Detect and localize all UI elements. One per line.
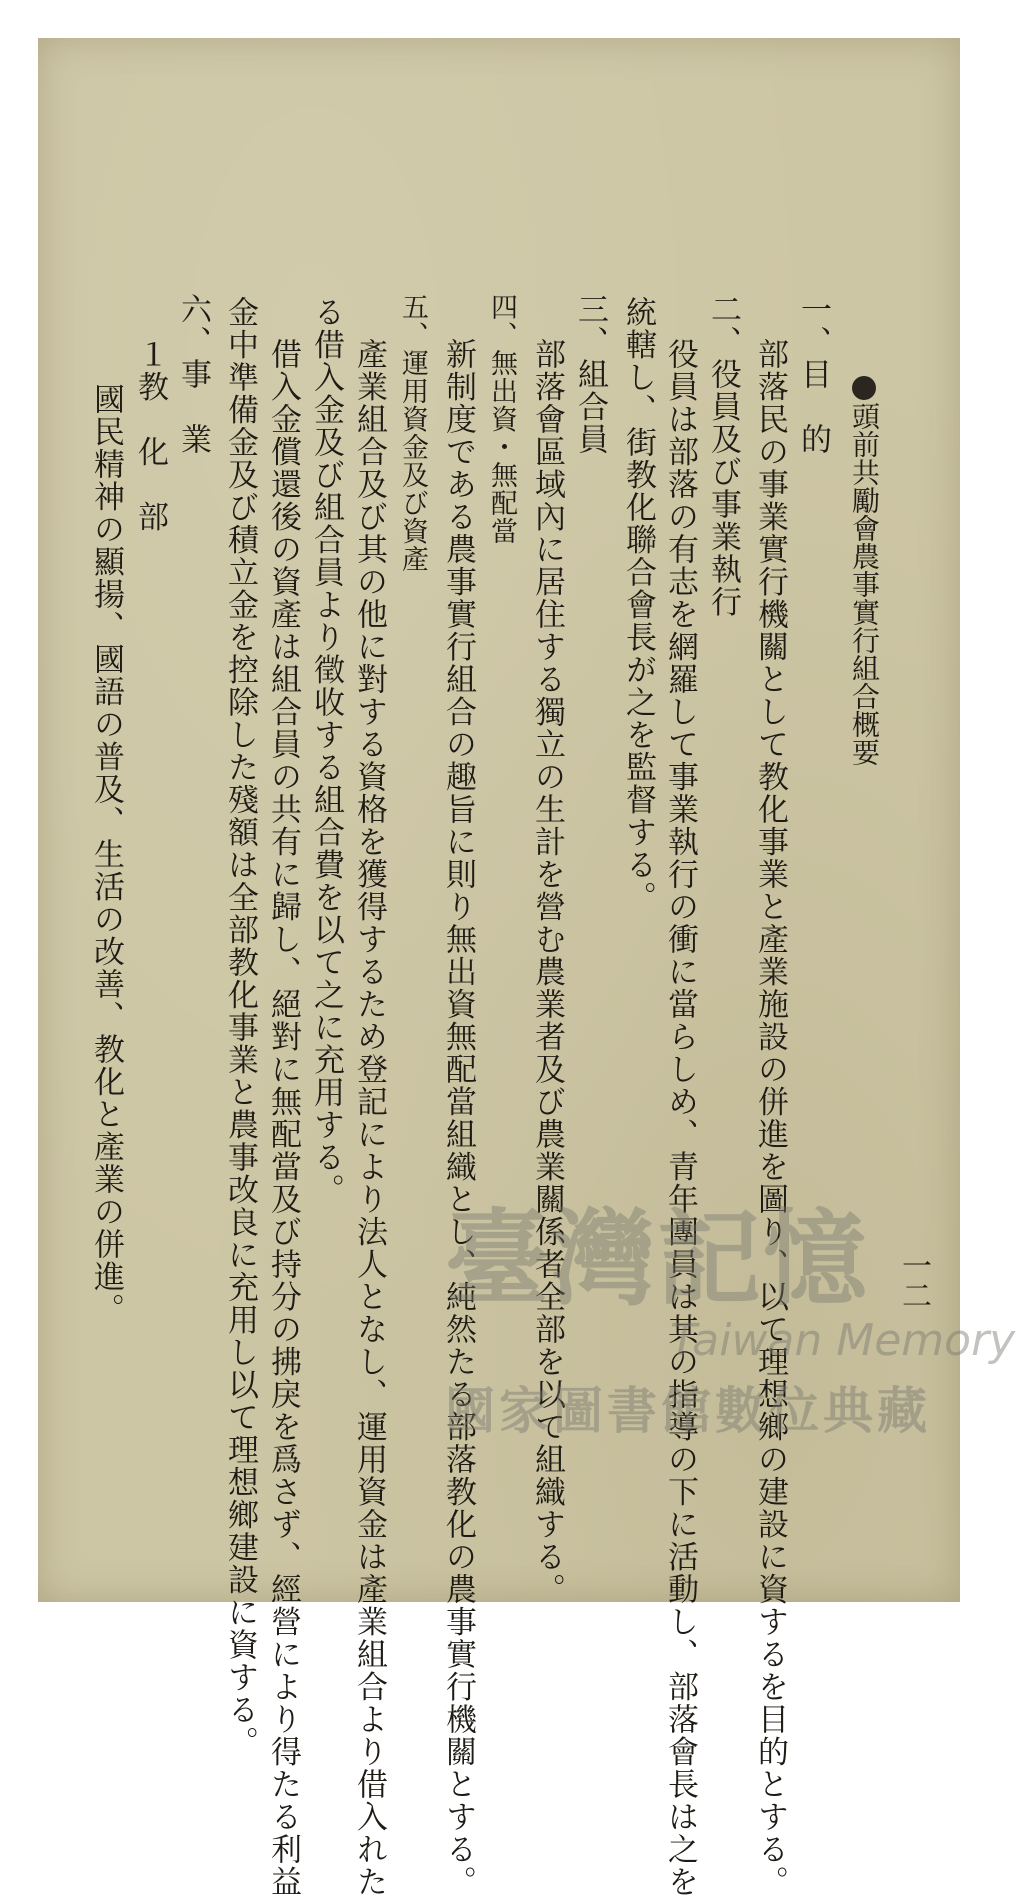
paragraph-line: 借入金償還後の資產は組合員の共有に歸し、絕對に無配當及び持分の拂戾を爲さず、經營により得たる利益 [265, 338, 301, 1898]
section-heading: 一、目 的 [795, 293, 831, 456]
vertical-text-body [38, 38, 960, 1898]
bullet-icon [852, 376, 876, 400]
paragraph-line: 統轄し、街教化聯合會長が之を監督する。 [620, 296, 656, 914]
paragraph-line: 部落會區域內に居住する獨立の生計を營む農業者及び農業關係者全部を以て組織する。 [529, 338, 565, 1606]
document-title: 頭前共勵會農事實行組合概要 [848, 402, 881, 766]
watermark-logo-text: 臺灣記憶 [445, 1197, 870, 1320]
paragraph-line: る借入金及び組合員より徵收する組合費を以て之に充用する。 [308, 296, 344, 1206]
paragraph-line: 國民精神の顯揚、國語の普及、生活の改善、教化と產業の併進。 [88, 383, 124, 1326]
paragraph-line: 役員は部落の有志を網羅して事業執行の衝に當らしめ、青年團員は其の指導の下に活動し、部落會長は之を [662, 338, 698, 1898]
document-title-line [844, 376, 884, 766]
section-heading: 六、事 業 [175, 293, 211, 456]
watermark-subtitle: 國家圖書館數位典藏 [445, 1382, 931, 1440]
page-number: 一二 [896, 1250, 931, 1310]
subsection-heading: １教 化 部 [132, 338, 168, 533]
paragraph-line: 部落民の事業實行機關として教化事業と產業施設の併進を圖り、以て理想鄉の建設に資するを目的とする。 [752, 338, 788, 1898]
section-heading: 五、運用資金及び資產 [397, 293, 428, 573]
section-heading: 二、役員及び事業執行 [705, 293, 741, 618]
paragraph-line: 新制度である農事實行組合の趣旨に則り無出資無配當組織とし、純然たる部落教化の農事實行機關とする。 [440, 338, 476, 1898]
paragraph-line: 金中準備金及び積立金を控除した殘額は全部教化事業と農事改良に充用し以て理想鄉建設に資する。 [222, 296, 258, 1759]
section-heading: 四、無出資・無配當 [486, 293, 517, 545]
watermark-english: Taiwan Memory [670, 1315, 1016, 1366]
section-heading: 三、組合員 [572, 293, 608, 456]
paragraph-line: 產業組合及び其の他に對する資格を獲得するため登記により法人となし、運用資金は產業組合より借入れた [351, 338, 387, 1898]
scanned-page [38, 38, 960, 1898]
